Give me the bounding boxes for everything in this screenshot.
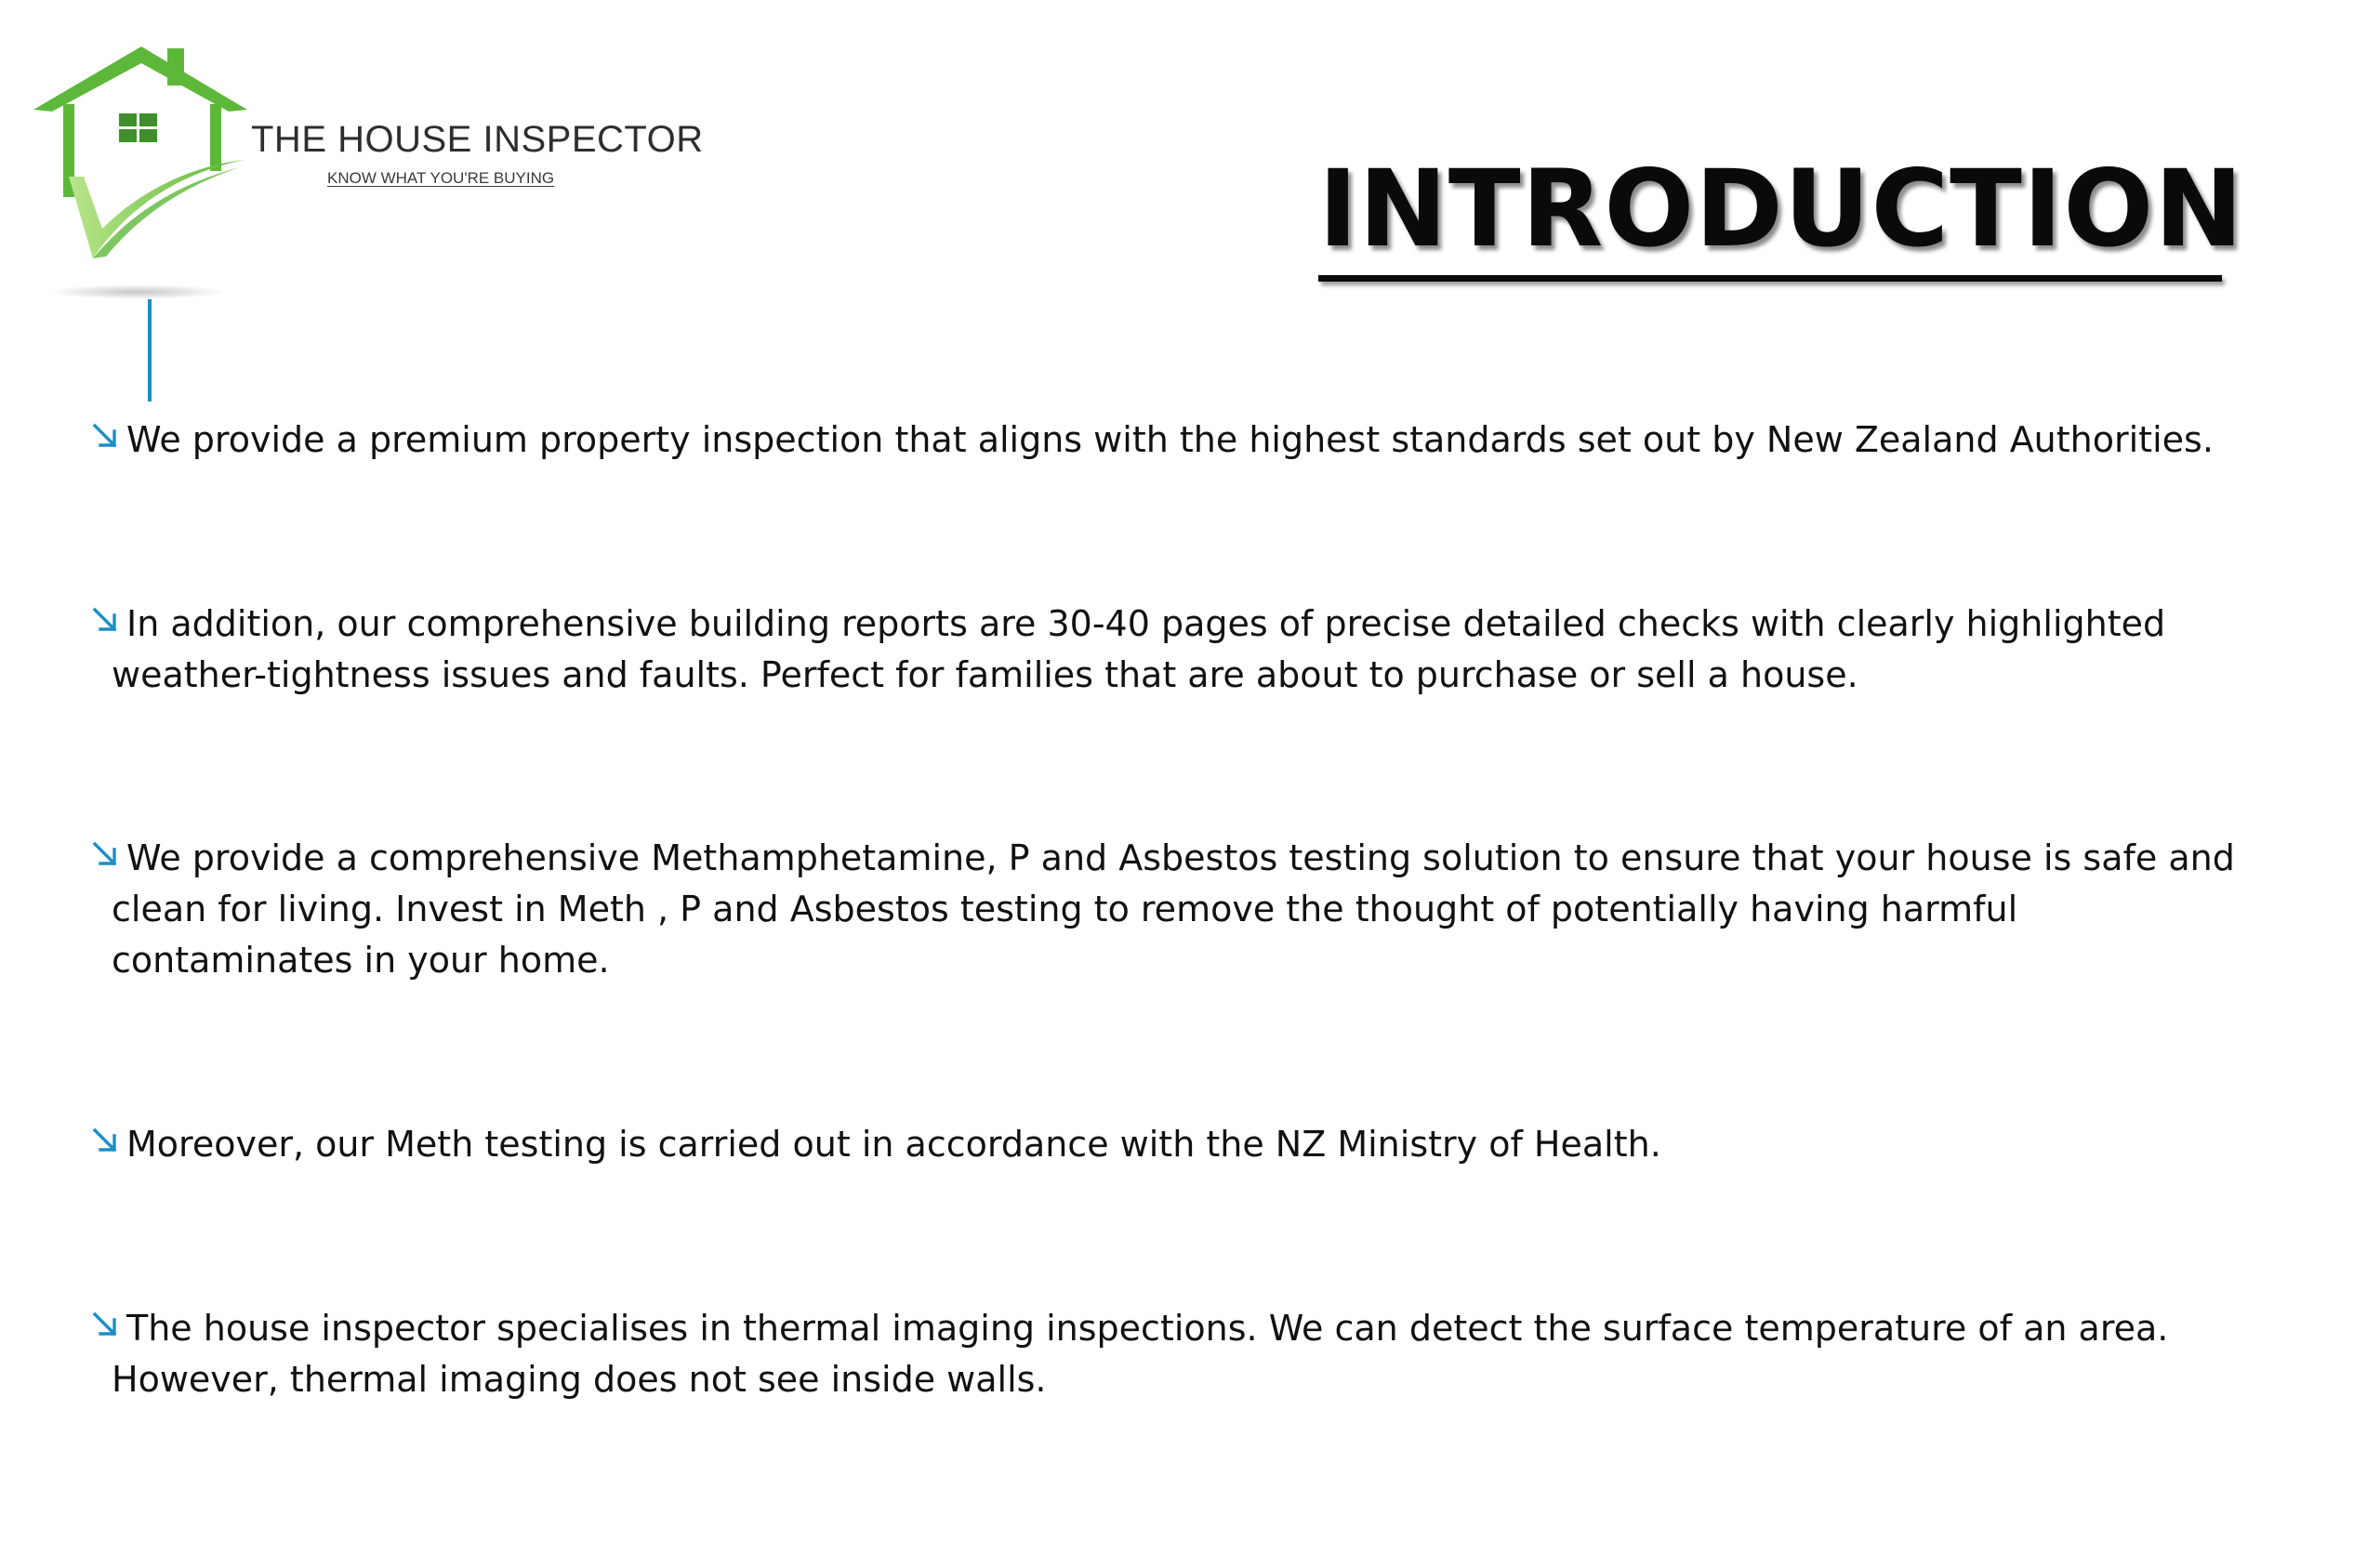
bullet-text: clean for living. Invest in Meth , P and Asbestos testing to remove the thought of potentially having harmful	[112, 889, 2018, 929]
bullet-text: We provide a premium property inspection that aligns with the highest standards set out by New Zealand Authorities.	[126, 419, 2214, 460]
bullet-text: In addition, our comprehensive building reports are 30-40 pages of precise detailed checks with clearly highlighted	[126, 603, 2166, 644]
bullet-text: Moreover, our Meth testing is carried out in accordance with the NZ Ministry of Health.	[126, 1124, 1661, 1165]
title-underline	[1318, 275, 2222, 282]
logo-title: THE HOUSE INSPECTOR	[251, 119, 704, 160]
bullet-text: We provide a comprehensive Methamphetamine, P and Asbestos testing solution to ensure that your house is safe and	[126, 837, 2235, 878]
accent-divider	[148, 299, 152, 402]
bullet-item	[89, 1119, 2339, 1170]
bullet-text: contaminates in your home.	[112, 940, 610, 981]
house-check-logo-icon	[28, 37, 251, 307]
bullet-text: The house inspector specialises in thermal imaging inspections. We can detect the surface temperature of an area.	[126, 1308, 2169, 1349]
arrow-down-right-icon	[89, 838, 121, 870]
page-title: INTRODUCTION	[1318, 147, 2244, 270]
company-logo	[28, 37, 704, 307]
bullet-item	[89, 599, 2339, 701]
arrow-down-right-icon	[89, 420, 121, 452]
arrow-down-right-icon	[89, 1125, 121, 1156]
arrow-down-right-icon	[89, 604, 121, 636]
bullet-text: However, thermal imaging does not see inside walls.	[112, 1359, 1047, 1400]
bullet-item	[89, 1303, 2339, 1405]
bullet-item	[89, 833, 2339, 986]
bullet-text: weather-tightness issues and faults. Perfect for families that are about to purchase or sell a house.	[112, 654, 1858, 695]
bullet-item	[89, 415, 2339, 466]
logo-tagline: KNOW WHAT YOU'RE BUYING	[327, 169, 555, 187]
arrow-down-right-icon	[89, 1309, 121, 1340]
